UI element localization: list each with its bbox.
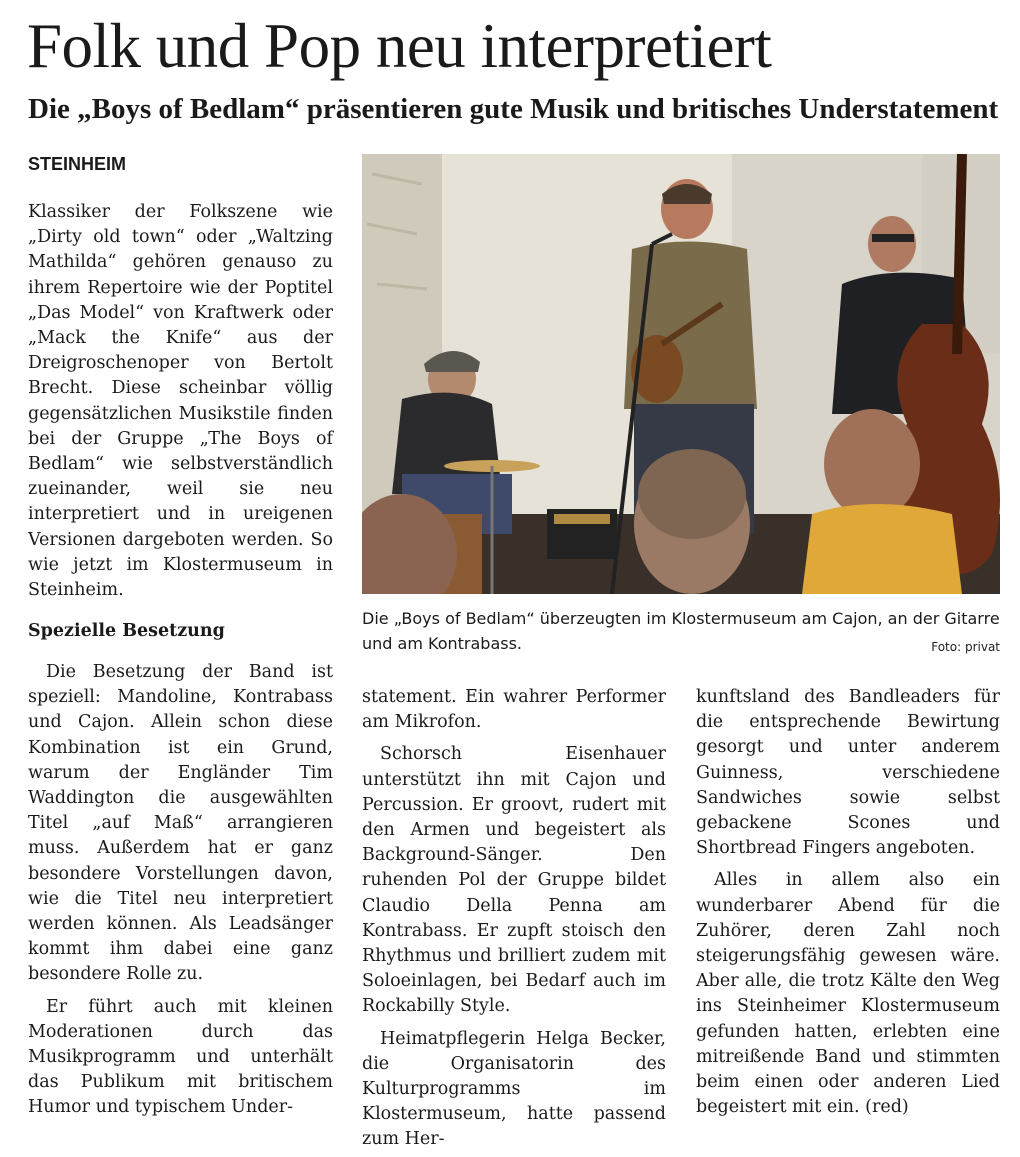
body-paragraph: Schorsch Eisenhauer unterstützt ihn mit Cajon und Percussion. Er groovt, rudert mit den Armen und begeistert als Background-Sänger. Den ruhenden Pol der Gruppe bildet Claudio Della Penna am Kontrabass. Er zupft stoisch den Rhythmus und brilliert zudem mit Soloeinlagen, bei Bedarf auch im Rockabilly Style. <box>362 744 666 1017</box>
photo-credit: Foto: privat <box>931 640 1000 654</box>
photo-caption: Die „Boys of Bedlam“ überzeugten im Klostermuseum am Cajon, an der Gitarre und am Kontrabass. <box>362 609 1000 653</box>
intro-paragraph: Klassiker der Folkszene wie „Dirty old town“ oder „Waltzing Mathilda“ gehören genauso zu ihrem Repertoire wie der Poptitel „Das Model“ von Kraftwerk oder „Mack the Knife“ aus der Dreigroschenoper von Bertolt Brecht. Diese scheinbar völlig gegensätzlichen Musikstile finden bei der Gruppe „The Boys of Bedlam“ wie selbstverständlich zueinander, weil sie neu interpretiert und in ureigenen Versionen dargeboten werden. So wie jetzt im Klostermuseum in Steinheim. <box>28 202 333 601</box>
article-column-2 <box>362 685 666 1153</box>
headline: Folk und Pop neu interpretiert <box>27 11 772 81</box>
article-intro-column <box>28 200 333 603</box>
article-column-3 <box>696 685 1000 1120</box>
band-photo <box>362 154 1000 594</box>
body-paragraph: Er führt auch mit kleinen Moderationen durch das Musikprogramm und unterhält das Publikum mit britischem Humor und typischem Under- <box>28 996 333 1118</box>
subheadline: Die „Boys of Bedlam“ präsentieren gute Musik und britisches Understatement <box>28 93 999 125</box>
band-photo-illustration <box>362 154 1000 594</box>
body-paragraph: kunftsland des Bandleaders für die entsprechende Bewirtung gesorgt und unter anderem Guinness, verschiedene Sandwiches sowie selbst gebackene Scones und Shortbread Fingers angeboten. <box>696 687 1000 859</box>
body-paragraph: Die Besetzung der Band ist speziell: Mandoline, Kontrabass und Cajon. Allein schon diese Kombination ist ein Grund, warum der Engländer Tim Waddington die ausgewählten Titel „auf Maß“ arrangieren muss. Außerdem hat er ganz besondere Vorstellungen davon, wie die Titel neu interpretiert werden können. Als Leadsänger kommt ihm dabei eine ganz besondere Rolle zu. <box>28 662 333 985</box>
article-column-1 <box>28 660 333 1121</box>
body-paragraph: statement. Ein wahrer Performer am Mikrofon. <box>362 687 666 733</box>
body-paragraph: Heimatpflegerin Helga Becker, die Organisatorin des Kulturprogramms im Klostermuseum, hatte passend zum Her- <box>362 1028 666 1150</box>
body-paragraph: Alles in allem also ein wunderbarer Abend für die Zuhörer, deren Zahl noch steigerungsfähig gewesen wäre. Aber alle, die trotz Kälte den Weg ins Steinheimer Klostermuseum gefunden hatten, erlebten eine mitreißende Band und stimmten beim einen oder anderen Lied begeistert mit ein. (red) <box>696 870 1000 1118</box>
dateline: STEINHEIM <box>28 154 127 174</box>
section-heading: Spezielle Besetzung <box>28 621 225 641</box>
